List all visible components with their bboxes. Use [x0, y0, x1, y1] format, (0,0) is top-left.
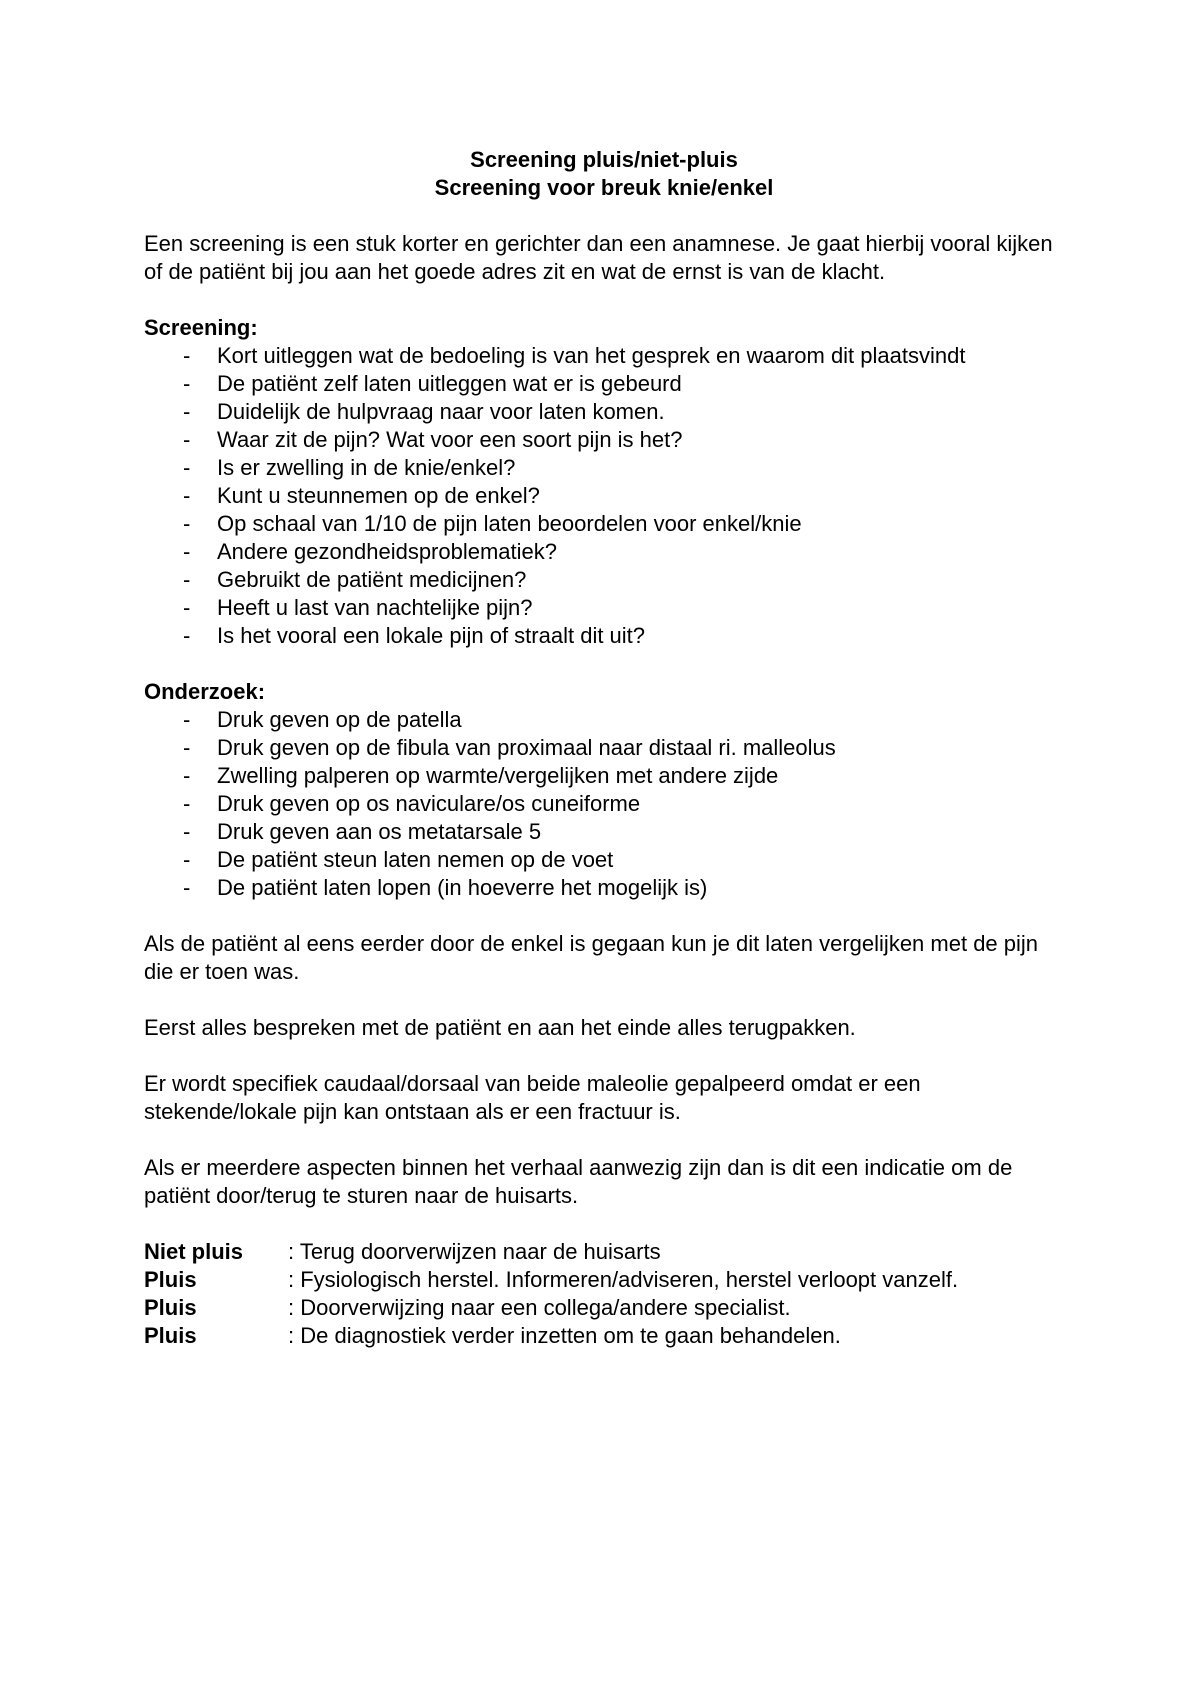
verdict-text: : Terug doorverwijzen naar de huisarts — [288, 1239, 661, 1264]
list-item-text: De patiënt steun laten nemen op de voet — [217, 847, 614, 872]
list-item-text: Heeft u last van nachtelijke pijn? — [217, 595, 533, 620]
dash-bullet: - — [183, 623, 191, 648]
document-subtitle: Screening voor breuk knie/enkel — [434, 175, 774, 200]
list-item-text: Druk geven op de fibula van proximaal naar distaal ri. malleolus — [217, 735, 836, 760]
verdict-label: Pluis — [144, 1295, 197, 1320]
paragraph-comparison: Als de patiënt al eens eerder door de enkel is gegaan kun je dit laten vergelijken met de pijn die er toen was. — [144, 931, 1039, 984]
verdict-text: : De diagnostiek verder inzetten om te gaan behandelen. — [288, 1323, 841, 1348]
list-item — [144, 790, 1064, 818]
verdict-row — [144, 1266, 1064, 1294]
list-item-text: De patiënt laten lopen (in hoeverre het mogelijk is) — [217, 875, 708, 900]
paragraph-referral: Als er meerdere aspecten binnen het verhaal aanwezig zijn dan is dit een indicatie om de patiënt door/terug te sturen naar de huisarts. — [144, 1155, 1013, 1208]
dash-bullet: - — [183, 455, 191, 480]
intro-paragraph: Een screening is een stuk korter en gerichter dan een anamnese. Je gaat hierbij vooral kijken of de patiënt bij jou aan het goede adres zit en wat de ernst is van de klacht. — [144, 231, 1053, 284]
dash-bullet: - — [183, 483, 191, 508]
list-item — [144, 762, 1064, 790]
verdict-row — [144, 1294, 1064, 1322]
verdict-label: Pluis — [144, 1323, 197, 1348]
onderzoek-list — [144, 706, 1064, 902]
list-item-text: Druk geven aan os metatarsale 5 — [217, 819, 542, 844]
dash-bullet: - — [183, 511, 191, 536]
list-item — [144, 426, 1064, 454]
title-block — [144, 146, 1064, 202]
list-item — [144, 594, 1064, 622]
onderzoek-heading: Onderzoek: — [144, 679, 266, 704]
dash-bullet: - — [183, 371, 191, 396]
dash-bullet: - — [183, 875, 191, 900]
list-item-text: Zwelling palperen op warmte/vergelijken met andere zijde — [217, 763, 779, 788]
list-item-text: Druk geven op de patella — [217, 707, 462, 732]
paragraph-palpation: Er wordt specifiek caudaal/dorsaal van beide maleolie gepalpeerd omdat er een stekende/lokale pijn kan ontstaan als er een fractuur is. — [144, 1071, 921, 1124]
dash-bullet: - — [183, 763, 191, 788]
list-item-text: Op schaal van 1/10 de pijn laten beoordelen voor enkel/knie — [217, 511, 802, 536]
list-item-text: Gebruikt de patiënt medicijnen? — [217, 567, 527, 592]
dash-bullet: - — [183, 567, 191, 592]
verdict-text: : Doorverwijzing naar een collega/andere specialist. — [288, 1295, 791, 1320]
list-item — [144, 566, 1064, 594]
list-item — [144, 510, 1064, 538]
list-item — [144, 622, 1064, 650]
list-item — [144, 482, 1064, 510]
document-page — [144, 146, 1064, 1350]
list-item-text: Is er zwelling in de knie/enkel? — [217, 455, 516, 480]
document-title: Screening pluis/niet-pluis — [470, 147, 738, 172]
screening-heading: Screening: — [144, 315, 258, 340]
list-item-text: Duidelijk de hulpvraag naar voor laten komen. — [217, 399, 665, 424]
list-item-text: Waar zit de pijn? Wat voor een soort pijn is het? — [217, 427, 683, 452]
list-item — [144, 454, 1064, 482]
list-item-text: Kunt u steunnemen op de enkel? — [217, 483, 540, 508]
dash-bullet: - — [183, 399, 191, 424]
verdict-row — [144, 1238, 1064, 1266]
verdict-label: Niet pluis — [144, 1239, 244, 1264]
dash-bullet: - — [183, 343, 191, 368]
dash-bullet: - — [183, 595, 191, 620]
screening-list — [144, 342, 1064, 650]
list-item — [144, 846, 1064, 874]
verdict-row — [144, 1322, 1064, 1350]
dash-bullet: - — [183, 847, 191, 872]
dash-bullet: - — [183, 539, 191, 564]
dash-bullet: - — [183, 427, 191, 452]
dash-bullet: - — [183, 707, 191, 732]
list-item — [144, 706, 1064, 734]
list-item — [144, 818, 1064, 846]
list-item — [144, 342, 1064, 370]
list-item — [144, 370, 1064, 398]
list-item — [144, 538, 1064, 566]
list-item-text: Kort uitleggen wat de bedoeling is van het gesprek en waarom dit plaatsvindt — [217, 343, 966, 368]
paragraph-discussion: Eerst alles bespreken met de patiënt en aan het einde alles terugpakken. — [144, 1015, 856, 1040]
list-item-text: Is het vooral een lokale pijn of straalt dit uit? — [217, 623, 646, 648]
dash-bullet: - — [183, 735, 191, 760]
list-item — [144, 874, 1064, 902]
dash-bullet: - — [183, 791, 191, 816]
list-item — [144, 398, 1064, 426]
verdict-label: Pluis — [144, 1267, 197, 1292]
list-item-text: Andere gezondheidsproblematiek? — [217, 539, 558, 564]
verdict-table — [144, 1238, 1064, 1350]
list-item-text: De patiënt zelf laten uitleggen wat er is gebeurd — [217, 371, 682, 396]
list-item — [144, 734, 1064, 762]
list-item-text: Druk geven op os naviculare/os cuneiforme — [217, 791, 641, 816]
verdict-text: : Fysiologisch herstel. Informeren/adviseren, herstel verloopt vanzelf. — [288, 1267, 959, 1292]
dash-bullet: - — [183, 819, 191, 844]
